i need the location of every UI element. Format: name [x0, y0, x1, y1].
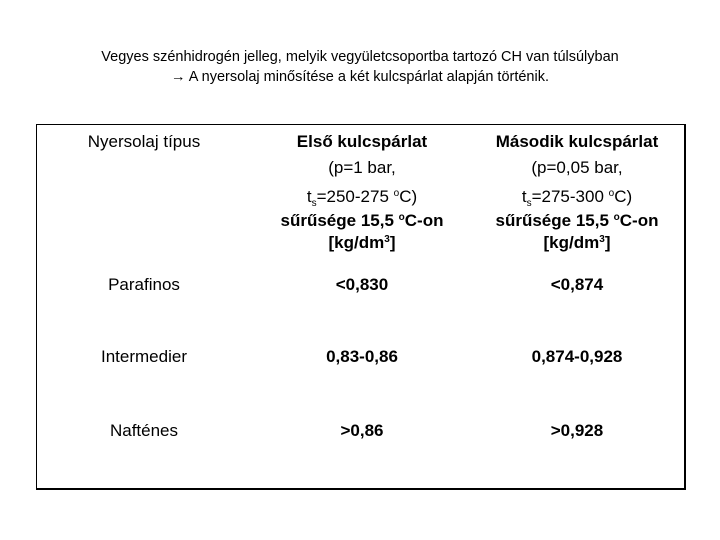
unit-close: ] [389, 233, 396, 252]
header-second-unit [471, 229, 683, 251]
header-second-density [471, 207, 683, 229]
header-first-temperature [253, 181, 471, 207]
heading-line-2: → A nyersolaj minősítése a két kulcspárlat alapján történik. [171, 69, 549, 85]
header-second-title: Második kulcspárlat [495, 132, 659, 151]
temp-subscript: s [526, 198, 532, 209]
header-crude-type-label: Nyersolaj típus [87, 132, 201, 151]
unit-exponent: 3 [599, 234, 605, 245]
header-second-key-fraction [471, 129, 683, 251]
row-intermediate-type: Intermedier [101, 347, 187, 366]
density-suffix: C-on [619, 211, 659, 230]
temp-unit: C) [614, 187, 633, 206]
temp-range: =250-275 [316, 187, 394, 206]
row-naphthenic-first: >0,86 [340, 421, 384, 440]
temp-subscript: s [311, 198, 317, 209]
degree-sign: o [393, 188, 400, 199]
row-naphthenic-second: >0,928 [550, 421, 604, 440]
density-degree: o [613, 212, 620, 223]
unit-open: [kg/dm [543, 233, 600, 252]
row-paraffinic-type: Parafinos [108, 275, 180, 294]
header-first-title: Első kulcspárlat [296, 132, 428, 151]
degree-sign: o [608, 188, 615, 199]
unit-close: ] [604, 233, 611, 252]
row-naphthenic-type: Nafténes [109, 421, 179, 440]
header-second-pressure: (p=0,05 bar, [531, 158, 623, 177]
header-second-temperature [471, 181, 683, 207]
row-intermediate-first: 0,83-0,86 [326, 347, 398, 366]
header-first-unit [253, 229, 471, 251]
temp-symbol: t [306, 187, 312, 206]
temp-symbol: t [521, 187, 527, 206]
unit-open: [kg/dm [328, 233, 385, 252]
row-intermediate-second: 0,874-0,928 [531, 347, 623, 366]
row-paraffinic-second: <0,874 [550, 275, 604, 294]
temp-unit: C) [399, 187, 418, 206]
temp-range: =275-300 [531, 187, 609, 206]
slide-heading [0, 47, 720, 87]
header-first-density [253, 207, 471, 229]
unit-exponent: 3 [384, 234, 390, 245]
heading-line-1: Vegyes szénhidrogén jelleg, melyik vegyületcsoportba tartozó CH van túlsúlyban [101, 49, 619, 65]
crude-oil-classification-table [36, 124, 686, 490]
density-prefix: sűrűsége 15,5 [280, 211, 399, 230]
density-degree: o [398, 212, 405, 223]
density-suffix: C-on [404, 211, 444, 230]
header-crude-type [37, 129, 251, 155]
header-first-pressure: (p=1 bar, [328, 158, 396, 177]
density-prefix: sűrűsége 15,5 [495, 211, 614, 230]
row-paraffinic-first: <0,830 [335, 275, 389, 294]
header-first-key-fraction [253, 129, 471, 251]
